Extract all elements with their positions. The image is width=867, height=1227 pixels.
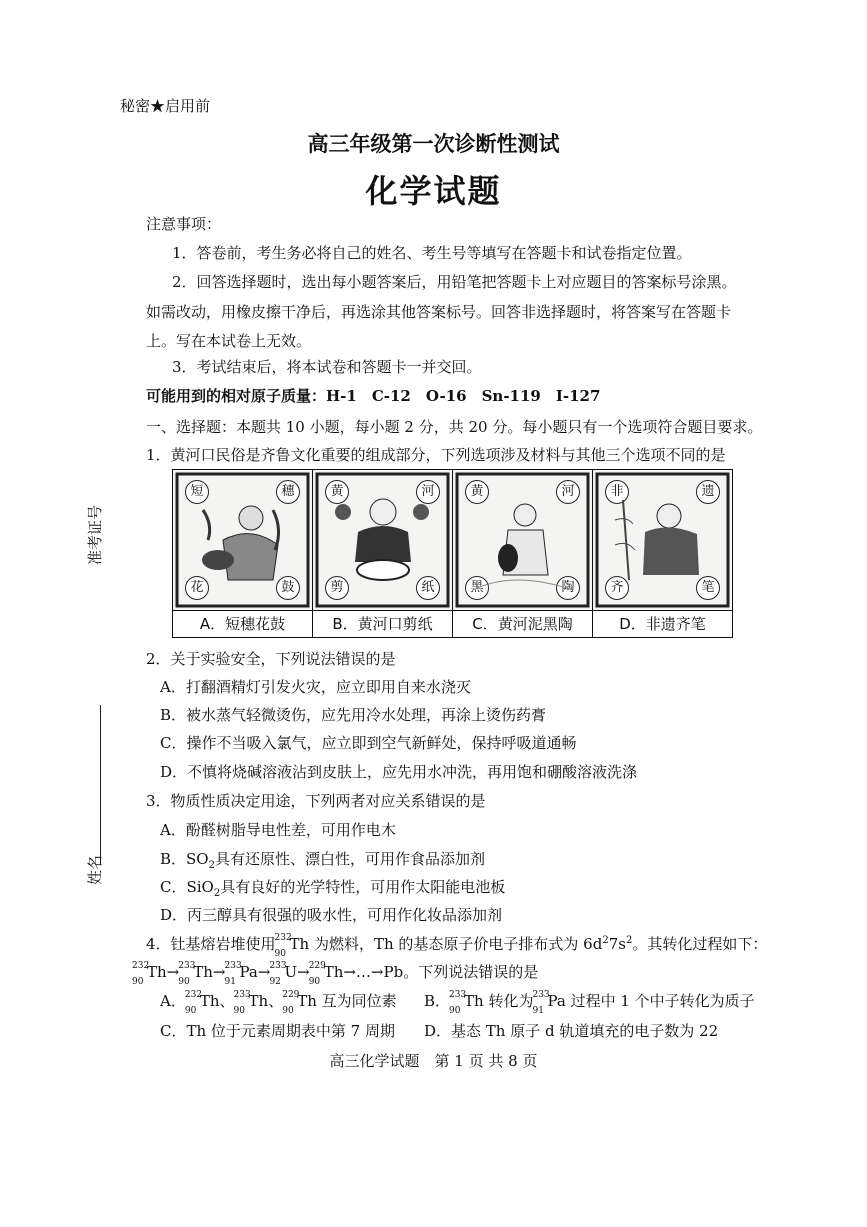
corner-char: 剪 (325, 576, 349, 600)
corner-char: 河 (556, 480, 580, 504)
corner-char: 黄 (325, 480, 349, 504)
option-a-caption: A．短穗花鼓 (173, 611, 313, 638)
brush-maker-illustration (593, 470, 732, 610)
name-label: 姓名 (86, 854, 104, 885)
q3-stem: 3．物质性质决定用途，下列两者对应关系错误的是 (146, 792, 486, 810)
q2-stem: 2．关于实验安全，下列说法错误的是 (146, 650, 396, 668)
page-footer: 高三化学试题 第 1 页 共 8 页 (329, 1052, 538, 1070)
corner-char: 遗 (696, 480, 720, 504)
subject-title: 化学试题 (365, 172, 502, 210)
q4-option-c: C．Th 位于元素周期表中第 7 周期 (160, 1022, 395, 1040)
q4-option-b: B． 233 90 Th 转化为 233 91 Pa 过程中 1 个中子转化为质子 (424, 990, 755, 1016)
drum-dancer-illustration (173, 470, 312, 610)
paper-cutter-illustration (313, 470, 452, 610)
note-2-cont: 如需改动，用橡皮擦干净后，再选涂其他答案标号。回答非选择题时，将答案写在答题卡 (146, 303, 732, 321)
q1-stem: 1．黄河口民俗是齐鲁文化重要的组成部分，下列选项涉及材料与其他三个选项不同的是 (146, 446, 726, 464)
corner-char: 穗 (276, 480, 300, 504)
corner-char: 花 (185, 576, 209, 600)
q2-option-c: C．操作不当吸入氯气，应立即到空气新鲜处，保持呼吸道通畅 (160, 734, 577, 752)
q3-option-b: B．$SO_2$具有还原性、漂白性，可用作食品添加剂 (160, 850, 485, 871)
corner-char: 陶 (556, 576, 580, 600)
corner-char: 河 (416, 480, 440, 504)
notes-heading: 注意事项： (146, 215, 222, 233)
q1-image-table (172, 469, 733, 638)
note-3: 3．考试结束后，将本试卷和答题卡一并交回。 (172, 358, 482, 376)
paper-cut-image (313, 470, 452, 610)
option-d-caption: D．非遗齐笔 (593, 611, 733, 638)
potter-illustration (453, 470, 592, 610)
note-2-end: 上。写在本试卷上无效。 (146, 332, 312, 350)
corner-char: 短 (185, 480, 209, 504)
q3-option-d: D．丙三醇具有很强的吸水性，可用作化妆品添加剂 (160, 906, 503, 924)
folk-drum-image (173, 470, 312, 610)
secret-label: 秘密★启用前 (120, 97, 211, 115)
q2-option-d: D．不慎将烧碱溶液沾到皮肤上，应先用水冲洗，再用饱和硼酸溶液洗涤 (160, 763, 638, 781)
q4-option-a: A． 232 90 Th、 233 90 Th、 229 90 Th 互为同位素 (160, 990, 397, 1016)
exam-title: 高三年级第一次诊断性测试 (307, 131, 560, 156)
q3-option-c: C．SiO$_2$具有良好的光学特性，可用作太阳能电池板 (160, 878, 506, 899)
corner-char: 齐 (605, 576, 629, 600)
q2-option-b: B．被水蒸气轻微烫伤，应先用冷水处理，再涂上烫伤药膏 (160, 706, 547, 724)
writing-brush-image (593, 470, 732, 610)
corner-char: 鼓 (276, 576, 300, 600)
section-heading: 一、选择题：本题共 10 小题，每小题 2 分，共 20 分。每小题只有一个选项符合题目要求。 (146, 418, 763, 436)
option-b-caption: B．黄河口剪纸 (313, 611, 453, 638)
note-2: 2．回答选择题时，选出每小题答案后，用铅笔把答题卡上对应题目的答案标号涂黑。 (172, 273, 737, 291)
option-c-caption: C．黄河泥黑陶 (453, 611, 593, 638)
atomic-mass: 可能用到的相对原子质量：H-1 C-12 O-16 Sn-119 I-127 (146, 387, 601, 405)
corner-char: 笔 (696, 576, 720, 600)
q3-option-a: A．酚醛树脂导电性差，可用作电木 (160, 821, 396, 839)
q4-decay-chain: 232 90 Th→ 233 90 Th→ 233 91 Pa→ 233 92 U→ 229 90 Th→…→Pb。下列说法错误的是 (132, 961, 539, 987)
note-1: 1．答卷前，考生务必将自己的姓名、考生号等填写在答题卡和试卷指定位置。 (172, 244, 692, 262)
ticket-number-label: 准考证号 (86, 504, 104, 565)
q2-option-a: A．打翻酒精灯引发火灾，应立即用自来水浇灭 (160, 678, 471, 696)
ticket-number-line (100, 705, 101, 865)
corner-char: 非 (605, 480, 629, 504)
corner-char: 黑 (465, 576, 489, 600)
q4-option-d: D．基态 Th 原子 d 轨道填充的电子数为 22 (424, 1022, 719, 1040)
q4-stem: 4．钍基熔岩堆使用 232 90 Th 为燃料，Th 的基态原子价电子排布式为 $6d^27s^2$。其转化过程如下： (146, 933, 768, 959)
black-pottery-image (453, 470, 592, 610)
corner-char: 黄 (465, 480, 489, 504)
corner-char: 纸 (416, 576, 440, 600)
